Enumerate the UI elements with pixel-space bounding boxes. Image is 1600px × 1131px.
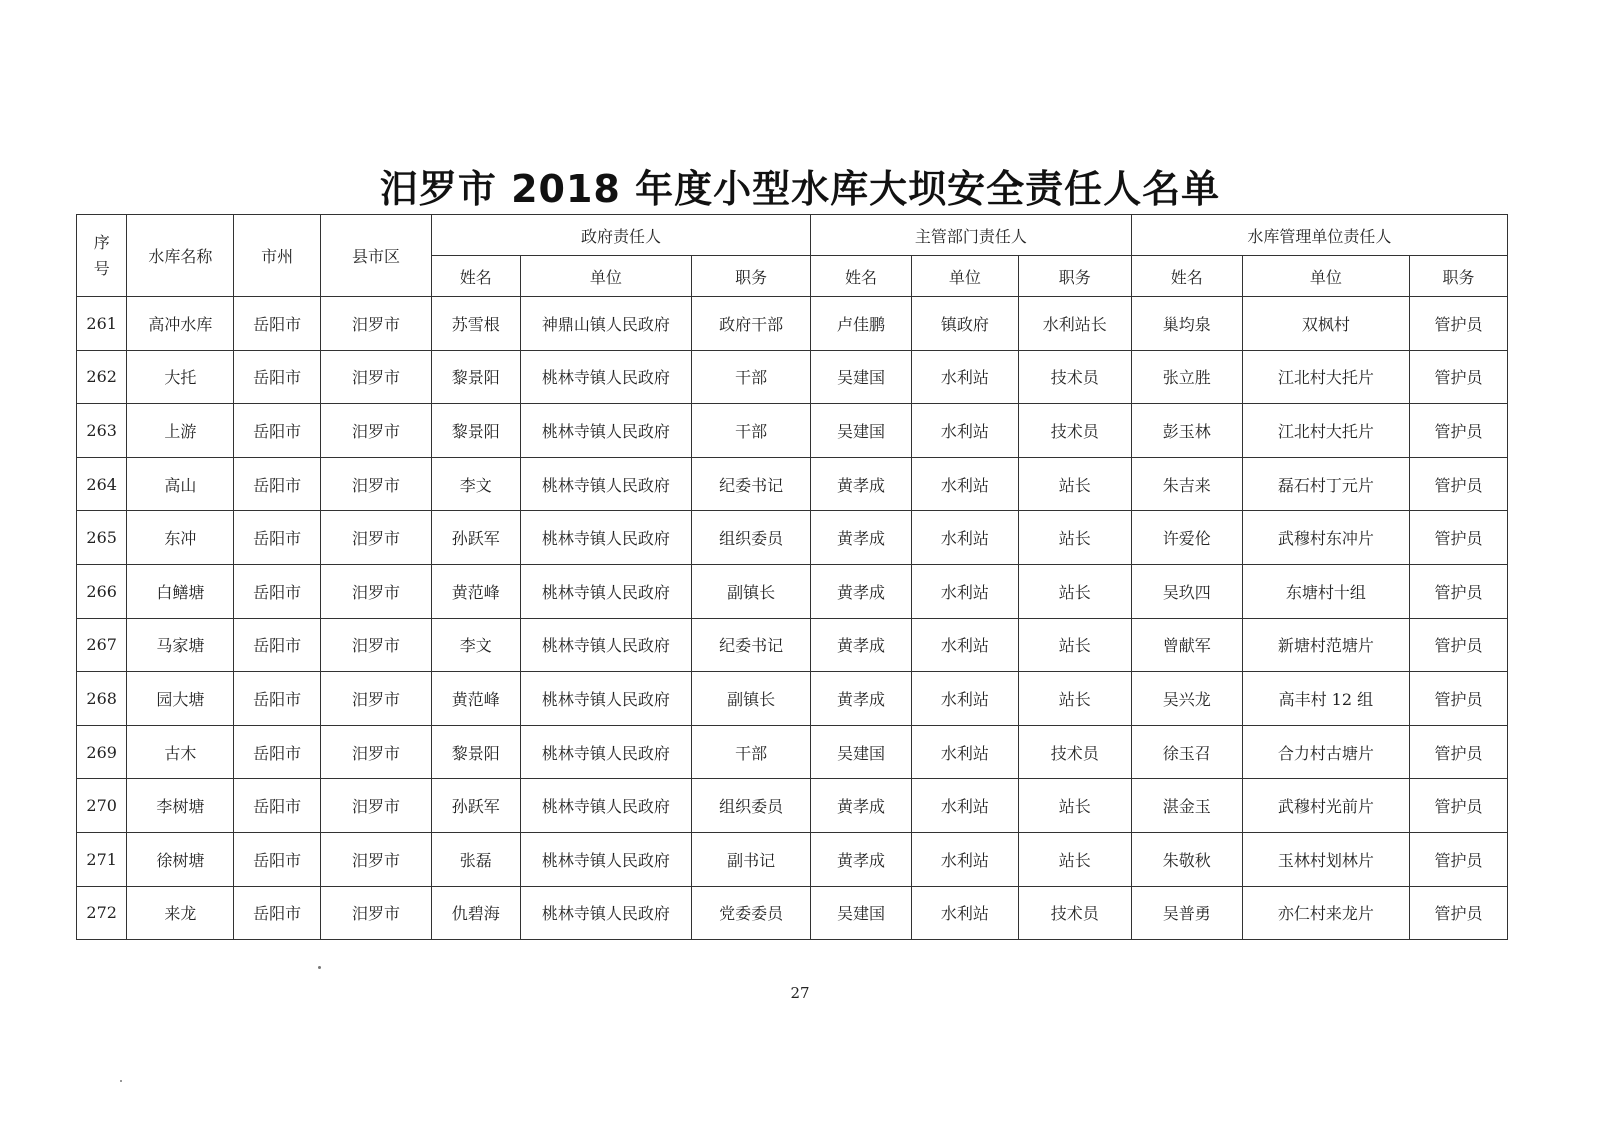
cell-gov-name: 仇碧海 [431,886,520,940]
cell-dept-position: 站长 [1018,618,1131,672]
header-mgmt-position: 职务 [1410,256,1508,297]
cell-county: 汨罗市 [321,832,432,886]
header-gov-name: 姓名 [431,256,520,297]
table-row [77,672,1508,726]
cell-mgmt-unit: 玉林村划林片 [1242,832,1409,886]
cell-seq: 261 [77,297,127,351]
header-gov-unit: 单位 [520,256,691,297]
cell-mgmt-name: 张立胜 [1131,350,1242,404]
responsibility-table [76,214,1508,940]
header-gov-group: 政府责任人 [431,215,810,256]
cell-county: 汨罗市 [321,886,432,940]
cell-mgmt-unit: 亦仁村来龙片 [1242,886,1409,940]
cell-mgmt-name: 巢均泉 [1131,297,1242,351]
cell-gov-unit: 桃林寺镇人民政府 [520,779,691,833]
cell-mgmt-position: 管护员 [1410,511,1508,565]
cell-mgmt-position: 管护员 [1410,779,1508,833]
cell-city: 岳阳市 [234,779,321,833]
cell-city: 岳阳市 [234,618,321,672]
cell-dept-unit: 水利站 [911,618,1018,672]
cell-seq: 268 [77,672,127,726]
cell-reservoir: 李树塘 [127,779,234,833]
cell-mgmt-name: 朱敬秋 [1131,832,1242,886]
cell-mgmt-unit: 江北村大托片 [1242,350,1409,404]
cell-dept-position: 站长 [1018,779,1131,833]
cell-city: 岳阳市 [234,564,321,618]
cell-dept-unit: 水利站 [911,886,1018,940]
cell-gov-position: 政府干部 [692,297,811,351]
header-reservoir-name: 水库名称 [127,215,234,297]
cell-mgmt-unit: 东塘村十组 [1242,564,1409,618]
page-title: 汨罗市 2018 年度小型水库大坝安全责任人名单 [379,167,1221,211]
cell-dept-name: 黄孝成 [811,832,912,886]
cell-seq: 262 [77,350,127,404]
cell-gov-position: 副书记 [692,832,811,886]
cell-gov-name: 黎景阳 [431,725,520,779]
cell-mgmt-name: 吴兴龙 [1131,672,1242,726]
cell-dept-name: 吴建国 [811,725,912,779]
cell-mgmt-unit: 合力村古塘片 [1242,725,1409,779]
cell-seq: 272 [77,886,127,940]
cell-gov-position: 组织委员 [692,511,811,565]
header-mgmt-name: 姓名 [1131,256,1242,297]
cell-gov-unit: 桃林寺镇人民政府 [520,457,691,511]
cell-gov-unit: 桃林寺镇人民政府 [520,350,691,404]
cell-reservoir: 上游 [127,404,234,458]
cell-mgmt-position: 管护员 [1410,886,1508,940]
cell-reservoir: 古木 [127,725,234,779]
cell-reservoir: 高冲水库 [127,297,234,351]
cell-dept-name: 黄孝成 [811,618,912,672]
cell-mgmt-name: 湛金玉 [1131,779,1242,833]
page-number: 27 [790,984,810,1002]
header-dept-position: 职务 [1018,256,1131,297]
cell-county: 汨罗市 [321,672,432,726]
cell-gov-name: 李文 [431,618,520,672]
cell-dept-position: 技术员 [1018,886,1131,940]
cell-reservoir: 徐树塘 [127,832,234,886]
cell-dept-unit: 水利站 [911,564,1018,618]
cell-dept-position: 水利站长 [1018,297,1131,351]
cell-mgmt-position: 管护员 [1410,618,1508,672]
cell-dept-name: 卢佳鹏 [811,297,912,351]
cell-seq: 263 [77,404,127,458]
table-row [77,297,1508,351]
cell-dept-name: 黄孝成 [811,779,912,833]
cell-mgmt-name: 吴普勇 [1131,886,1242,940]
cell-dept-unit: 镇政府 [911,297,1018,351]
table-row [77,779,1508,833]
cell-county: 汨罗市 [321,779,432,833]
table-row [77,350,1508,404]
cell-city: 岳阳市 [234,350,321,404]
table-row [77,564,1508,618]
cell-county: 汨罗市 [321,350,432,404]
cell-seq: 266 [77,564,127,618]
cell-mgmt-name: 吴玖四 [1131,564,1242,618]
cell-dept-name: 吴建国 [811,350,912,404]
cell-dept-position: 站长 [1018,672,1131,726]
cell-dept-position: 技术员 [1018,350,1131,404]
cell-mgmt-unit: 武穆村光前片 [1242,779,1409,833]
cell-dept-name: 黄孝成 [811,672,912,726]
cell-gov-unit: 神鼎山镇人民政府 [520,297,691,351]
cell-gov-position: 副镇长 [692,564,811,618]
table-row [77,404,1508,458]
header-seq [77,215,127,297]
cell-dept-position: 站长 [1018,457,1131,511]
cell-city: 岳阳市 [234,672,321,726]
cell-seq: 267 [77,618,127,672]
cell-city: 岳阳市 [234,511,321,565]
cell-gov-position: 纪委书记 [692,618,811,672]
cell-gov-unit: 桃林寺镇人民政府 [520,886,691,940]
cell-gov-name: 黎景阳 [431,404,520,458]
cell-mgmt-unit: 磊石村丁元片 [1242,457,1409,511]
header-dept-name: 姓名 [811,256,912,297]
header-seq-line2: 号 [93,258,110,278]
cell-city: 岳阳市 [234,725,321,779]
cell-seq: 271 [77,832,127,886]
cell-mgmt-name: 许爱伦 [1131,511,1242,565]
cell-mgmt-position: 管护员 [1410,564,1508,618]
cell-mgmt-name: 徐玉召 [1131,725,1242,779]
cell-dept-name: 黄孝成 [811,511,912,565]
cell-seq: 264 [77,457,127,511]
cell-county: 汨罗市 [321,404,432,458]
cell-dept-unit: 水利站 [911,779,1018,833]
cell-dept-unit: 水利站 [911,672,1018,726]
cell-mgmt-name: 朱吉来 [1131,457,1242,511]
cell-gov-name: 苏雪根 [431,297,520,351]
cell-seq: 265 [77,511,127,565]
cell-dept-unit: 水利站 [911,457,1018,511]
cell-gov-name: 黄范峰 [431,672,520,726]
cell-gov-position: 纪委书记 [692,457,811,511]
cell-mgmt-position: 管护员 [1410,350,1508,404]
cell-gov-name: 黄范峰 [431,564,520,618]
header-mgmt-group: 水库管理单位责任人 [1131,215,1507,256]
cell-dept-unit: 水利站 [911,832,1018,886]
header-gov-position: 职务 [692,256,811,297]
cell-reservoir: 来龙 [127,886,234,940]
cell-mgmt-unit: 双枫村 [1242,297,1409,351]
cell-mgmt-position: 管护员 [1410,297,1508,351]
cell-reservoir: 白鳝塘 [127,564,234,618]
header-dept-unit: 单位 [911,256,1018,297]
cell-county: 汨罗市 [321,564,432,618]
header-seq-line1: 序 [93,232,110,252]
cell-gov-unit: 桃林寺镇人民政府 [520,725,691,779]
cell-dept-name: 吴建国 [811,886,912,940]
table-row [77,832,1508,886]
cell-gov-position: 干部 [692,725,811,779]
cell-mgmt-position: 管护员 [1410,832,1508,886]
cell-dept-position: 站长 [1018,564,1131,618]
cell-city: 岳阳市 [234,832,321,886]
cell-reservoir: 大托 [127,350,234,404]
cell-county: 汨罗市 [321,297,432,351]
table-row [77,618,1508,672]
cell-gov-name: 李文 [431,457,520,511]
cell-dept-unit: 水利站 [911,511,1018,565]
cell-county: 汨罗市 [321,618,432,672]
cell-mgmt-position: 管护员 [1410,725,1508,779]
cell-mgmt-name: 曾献军 [1131,618,1242,672]
scan-speck [318,966,321,969]
cell-gov-unit: 桃林寺镇人民政府 [520,404,691,458]
cell-reservoir: 东冲 [127,511,234,565]
cell-gov-position: 副镇长 [692,672,811,726]
cell-dept-position: 站长 [1018,511,1131,565]
cell-dept-unit: 水利站 [911,350,1018,404]
cell-dept-name: 黄孝成 [811,564,912,618]
cell-county: 汨罗市 [321,725,432,779]
cell-gov-unit: 桃林寺镇人民政府 [520,511,691,565]
cell-gov-position: 干部 [692,404,811,458]
cell-city: 岳阳市 [234,404,321,458]
cell-city: 岳阳市 [234,297,321,351]
cell-seq: 269 [77,725,127,779]
cell-reservoir: 马家塘 [127,618,234,672]
table-row [77,511,1508,565]
cell-gov-position: 干部 [692,350,811,404]
cell-county: 汨罗市 [321,511,432,565]
cell-dept-unit: 水利站 [911,404,1018,458]
cell-gov-position: 党委委员 [692,886,811,940]
cell-gov-name: 孙跃军 [431,779,520,833]
cell-mgmt-unit: 武穆村东冲片 [1242,511,1409,565]
table-row [77,457,1508,511]
cell-dept-name: 黄孝成 [811,457,912,511]
cell-mgmt-name: 彭玉林 [1131,404,1242,458]
cell-gov-position: 组织委员 [692,779,811,833]
cell-mgmt-unit: 新塘村范塘片 [1242,618,1409,672]
cell-gov-name: 张磊 [431,832,520,886]
cell-dept-position: 技术员 [1018,404,1131,458]
cell-gov-unit: 桃林寺镇人民政府 [520,618,691,672]
cell-gov-name: 孙跃军 [431,511,520,565]
cell-mgmt-position: 管护员 [1410,672,1508,726]
header-city: 市州 [234,215,321,297]
header-mgmt-unit: 单位 [1242,256,1409,297]
cell-seq: 270 [77,779,127,833]
cell-city: 岳阳市 [234,886,321,940]
header-dept-group: 主管部门责任人 [811,215,1132,256]
cell-mgmt-unit: 高丰村 12 组 [1242,672,1409,726]
cell-reservoir: 园大塘 [127,672,234,726]
table-row [77,886,1508,940]
cell-gov-name: 黎景阳 [431,350,520,404]
cell-mgmt-position: 管护员 [1410,404,1508,458]
cell-dept-position: 站长 [1018,832,1131,886]
scan-speck [120,1080,122,1082]
cell-mgmt-unit: 江北村大托片 [1242,404,1409,458]
cell-dept-unit: 水利站 [911,725,1018,779]
cell-gov-unit: 桃林寺镇人民政府 [520,564,691,618]
table-row [77,725,1508,779]
header-county: 县市区 [321,215,432,297]
cell-gov-unit: 桃林寺镇人民政府 [520,672,691,726]
cell-county: 汨罗市 [321,457,432,511]
cell-dept-name: 吴建国 [811,404,912,458]
cell-reservoir: 高山 [127,457,234,511]
cell-dept-position: 技术员 [1018,725,1131,779]
cell-city: 岳阳市 [234,457,321,511]
cell-gov-unit: 桃林寺镇人民政府 [520,832,691,886]
cell-mgmt-position: 管护员 [1410,457,1508,511]
